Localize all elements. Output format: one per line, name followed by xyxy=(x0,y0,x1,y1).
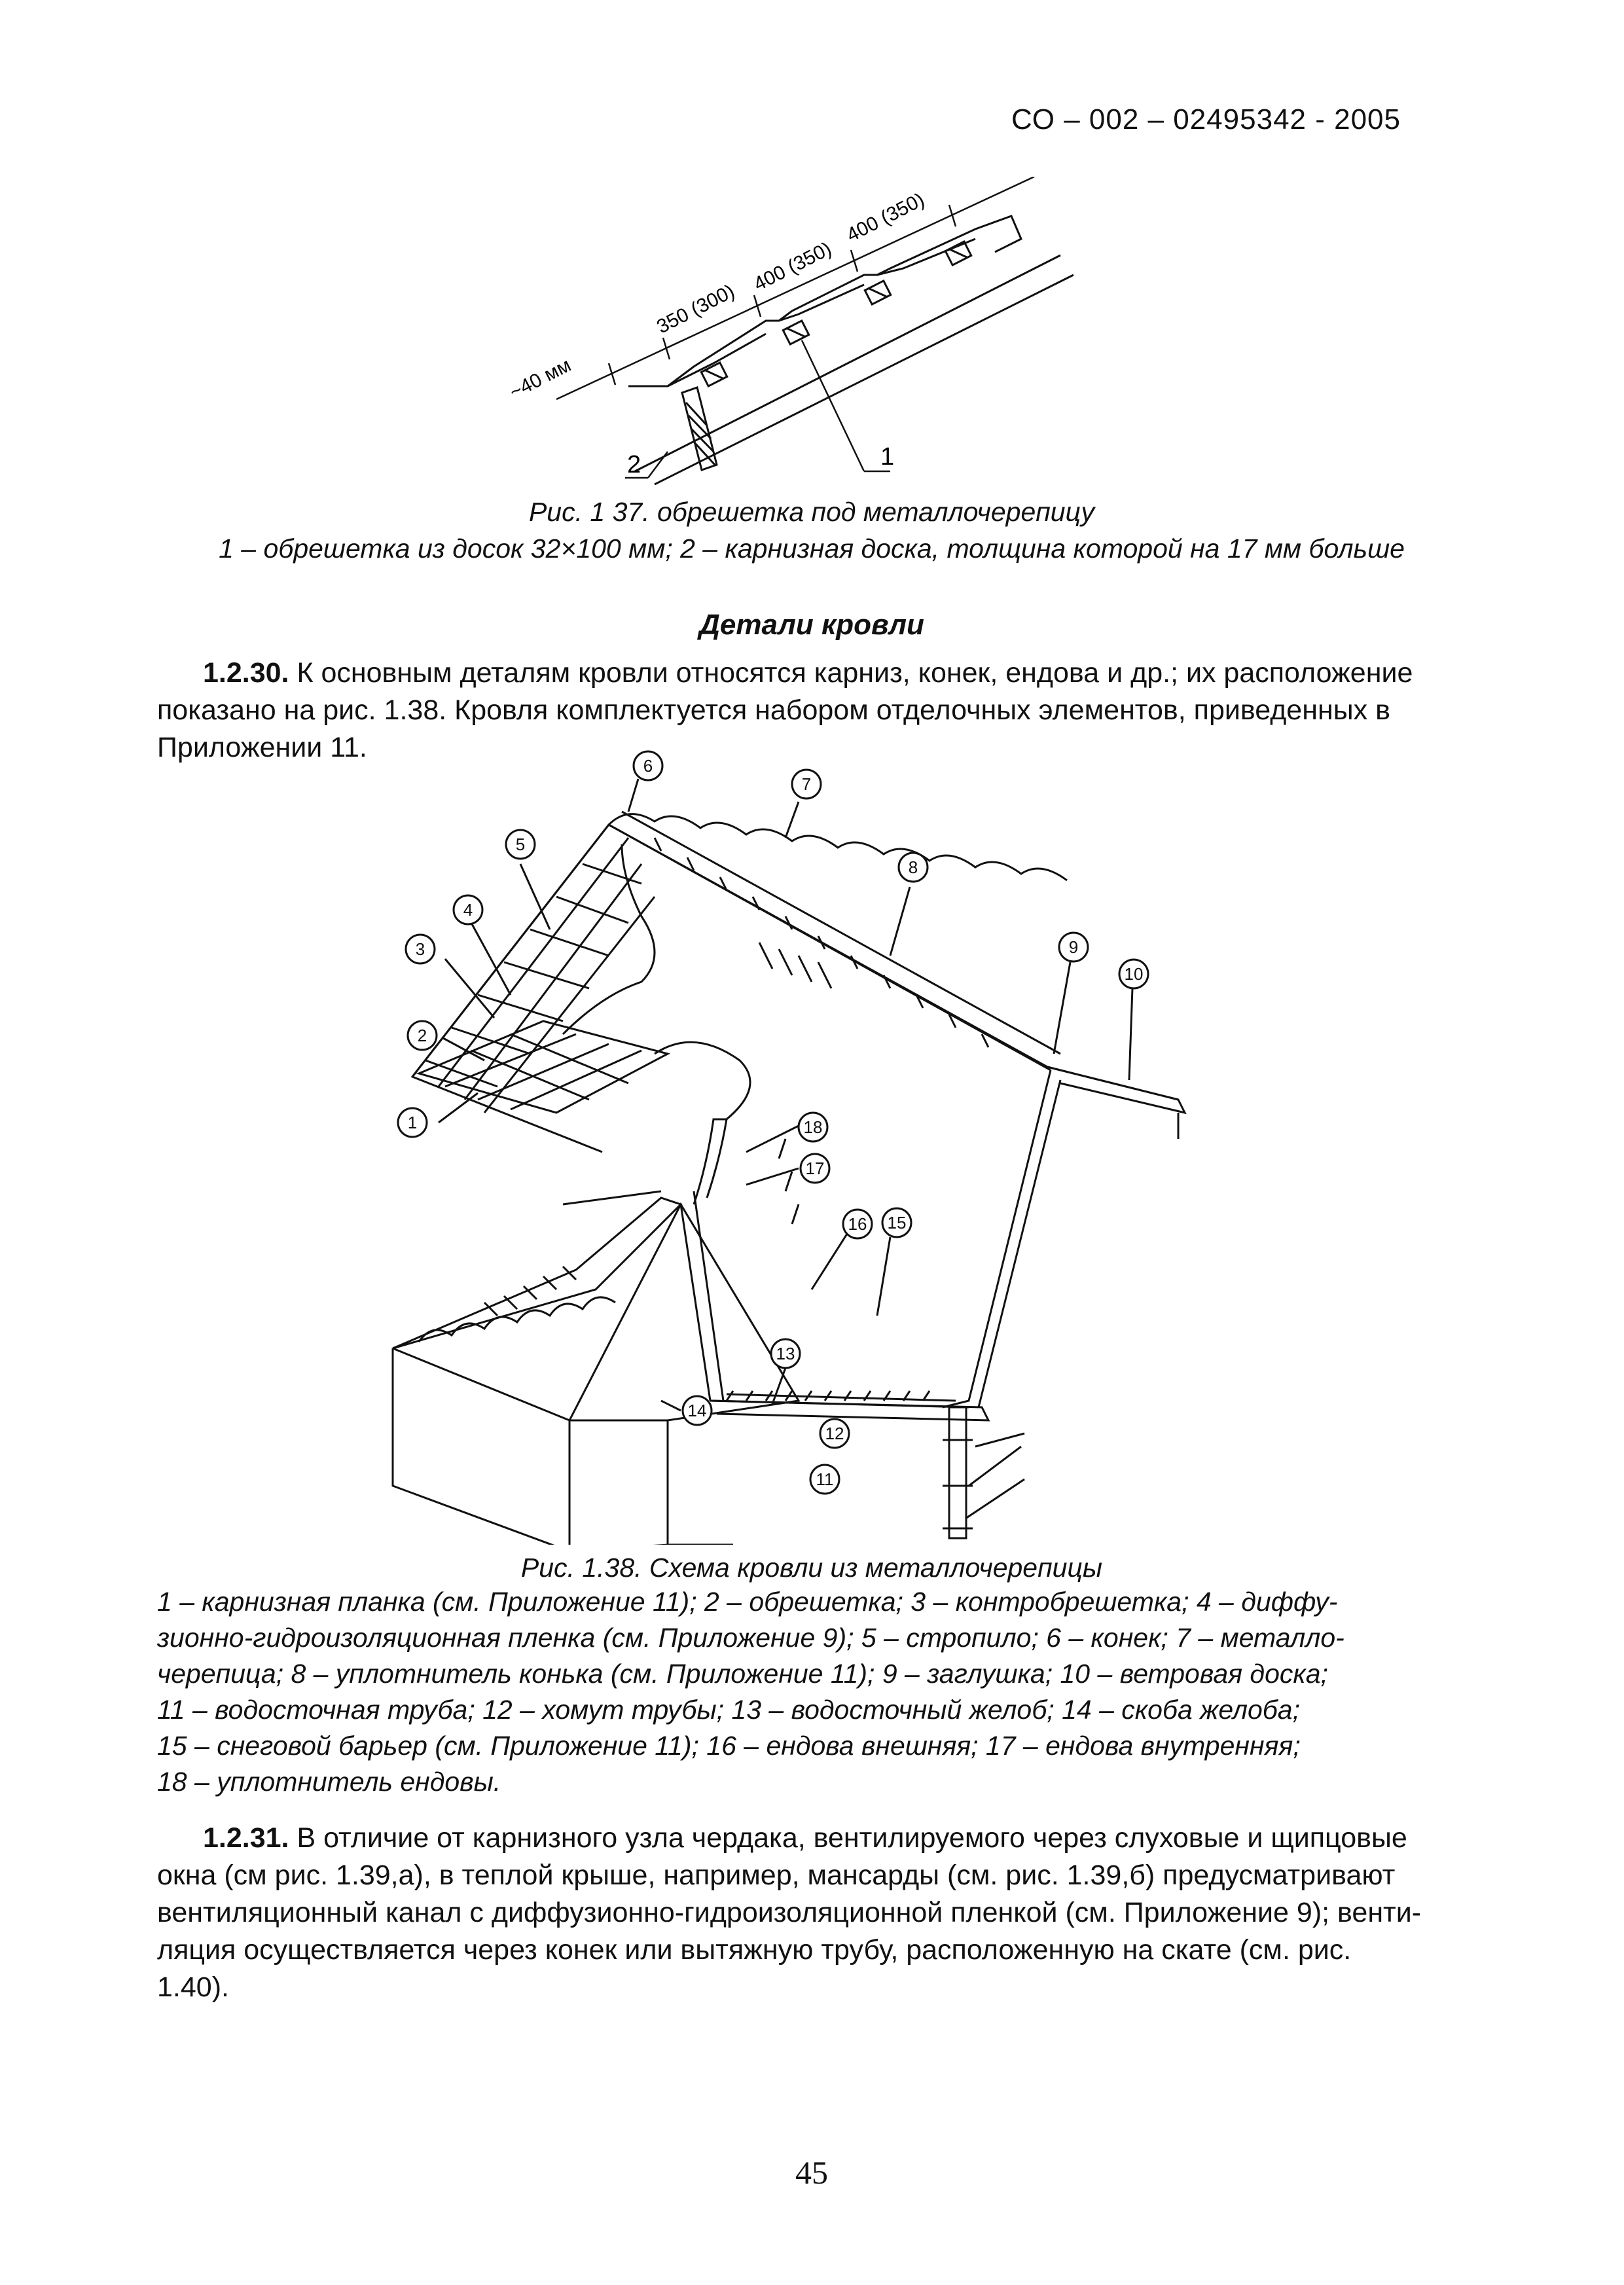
callout-number: 1 xyxy=(407,1113,418,1132)
callout-number: 10 xyxy=(1124,964,1144,984)
callout-number: 18 xyxy=(803,1117,823,1137)
callout-number: 2 xyxy=(417,1026,427,1045)
callout-number: 17 xyxy=(805,1159,825,1178)
legend-line: 15 – снеговой барьер (см. Приложение 11); 16 – ендова внешняя; 17 – ендова внутренняя; xyxy=(157,1731,1301,1761)
callout-1: 1 xyxy=(880,443,895,471)
figure-1-37-caption: Рис. 1 37. обрешетка под металлочерепицу xyxy=(528,497,1095,527)
callout-number: 7 xyxy=(801,774,812,794)
figure-1-38-caption: Рис. 1.38. Схема кровли из металлочерепицы xyxy=(520,1553,1103,1583)
callout-number: 15 xyxy=(887,1213,907,1232)
figure-1-37-lathing-drawing xyxy=(497,177,1087,491)
callout-number: 6 xyxy=(643,756,653,776)
figure-1-38-roof-scheme xyxy=(380,746,1218,1545)
dimension-350: 350 (300) xyxy=(653,280,738,338)
callout-number: 4 xyxy=(463,900,473,920)
legend-line: зионно-гидроизоляционная пленка (см. Приложение 9); 5 – стропило; 6 – конек; 7 – металло- xyxy=(157,1623,1344,1653)
callout-number: 8 xyxy=(908,857,918,877)
paragraph-1-2-31 xyxy=(157,1820,1422,2006)
paragraph-number: 1.2.31. xyxy=(203,1822,289,1854)
callout-number: 3 xyxy=(415,939,425,959)
paragraph-line: 1.40). xyxy=(157,1971,229,2003)
paragraph-line: вентиляционный канал с диффузионно-гидроизоляционной пленкой (см. Приложение 9); венти- xyxy=(157,1897,1422,1928)
paragraph-line: 1.2.30. К основным деталям кровли относятся карниз, конек, ендова и др.; их расположение xyxy=(203,657,1413,689)
legend-line: черепица; 8 – уплотнитель конька (см. Приложение 11); 9 – заглушка; 10 – ветровая доска; xyxy=(157,1659,1328,1689)
callout-number: 16 xyxy=(848,1214,867,1234)
paragraph-number: 1.2.30. xyxy=(203,657,289,689)
callout-2: 2 xyxy=(627,451,641,478)
callout-number: 5 xyxy=(515,835,526,854)
callout-number: 13 xyxy=(776,1344,795,1363)
section-title: Детали кровли xyxy=(699,609,924,641)
callout-number: 9 xyxy=(1068,937,1079,957)
legend-line: 1 – карнизная планка (см. Приложение 11); 2 – обрешетка; 3 – контробрешетка; 4 – диффу- xyxy=(157,1587,1338,1617)
page-number: 45 xyxy=(795,2154,828,2191)
paragraph-line: показано на рис. 1.38. Кровля комплектуется набором отделочных элементов, приведенных в xyxy=(157,694,1390,726)
dimension-40mm: ~40 мм xyxy=(506,354,575,404)
paragraph-line: окна (см рис. 1.39,а), в теплой крыше, например, мансарды (см. рис. 1.39,б) предусматривают xyxy=(157,1860,1396,1891)
paragraph-line: ляция осуществляется через конек или вытяжную трубу, расположенную на скате (см. рис. xyxy=(157,1934,1352,1966)
callout-number: 11 xyxy=(816,1469,834,1489)
paragraph-line: 1.2.31. В отличие от карнизного узла чердака, вентилируемого через слуховые и щипцовые xyxy=(203,1822,1407,1854)
callout-number: 12 xyxy=(825,1424,844,1443)
legend-line: 18 – уплотнитель ендовы. xyxy=(157,1767,501,1797)
document-code-header: СО – 002 – 02495342 - 2005 xyxy=(1011,103,1401,135)
figure-1-37-legend: 1 – обрешетка из досок 32×100 мм; 2 – карнизная доска, толщина которой на 17 мм больше xyxy=(219,533,1405,564)
callout-number: 14 xyxy=(687,1401,707,1420)
dimension-400-second: 400 (350) xyxy=(843,189,928,247)
legend-line: 11 – водосточная труба; 12 – хомут трубы; 13 – водосточный желоб; 14 – скоба желоба; xyxy=(157,1695,1301,1725)
figure-1-38-legend xyxy=(157,1584,1420,1800)
dimension-400-first: 400 (350) xyxy=(750,238,835,296)
paragraph-line: Приложении 11. xyxy=(157,732,367,763)
